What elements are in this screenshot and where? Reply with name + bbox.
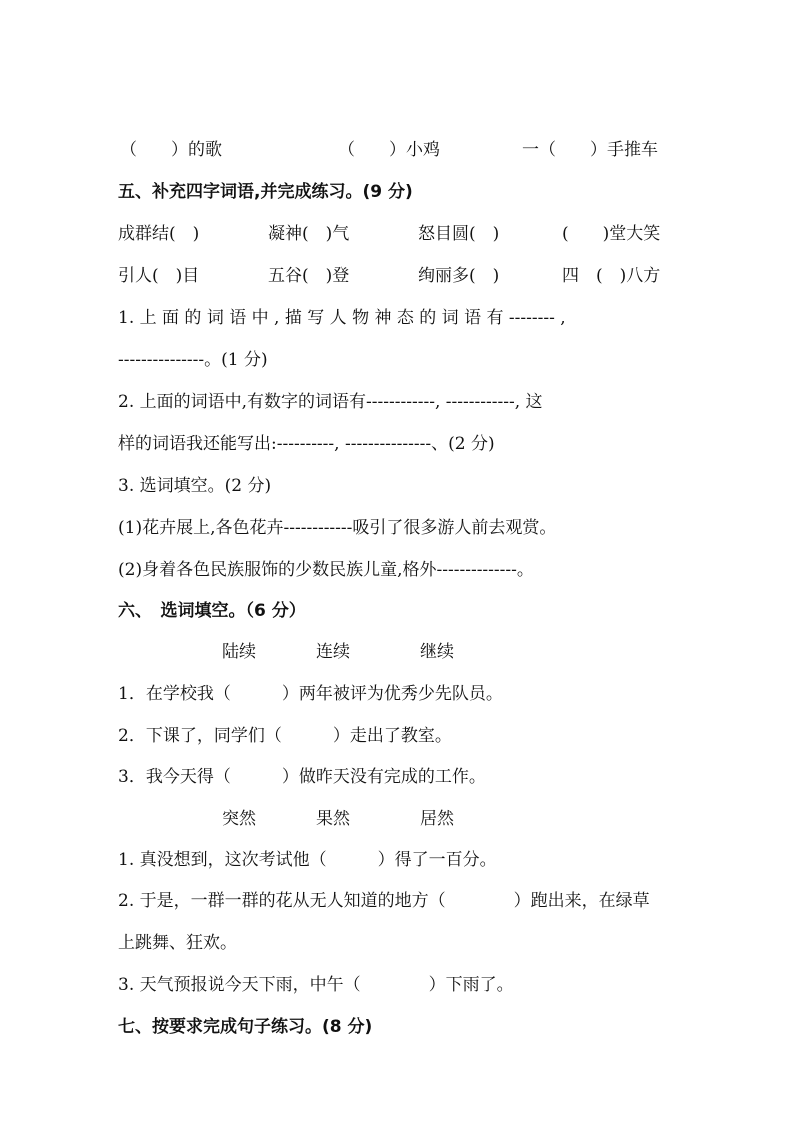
section5-title: 五、补充四字词语,并完成练习。(9 分) — [118, 182, 413, 202]
section5-q2-line2: 样的词语我还能写出:----------, ---------------、(2 分) — [118, 434, 495, 454]
section6-t1: 1. 真没想到，这次考试他（ ）得了一百分。 — [118, 850, 497, 870]
section6-sentence-2: 2．下课了，同学们（ ）走出了教室。 — [118, 726, 452, 746]
section5-row2-word-3: 绚丽多( ) — [418, 266, 500, 286]
section6-sentence-1: 1．在学校我（ ）两年被评为优秀少先队员。 — [118, 684, 503, 704]
section5-row1-word-2: 凝神( )气 — [268, 224, 350, 244]
section5-row2-word-2: 五谷( )登 — [268, 266, 350, 286]
section6-t2-line2: 上跳舞、狂欢。 — [118, 933, 237, 953]
section7-title: 七、按要求完成句子练习。(8 分) — [118, 1017, 373, 1037]
top-row-item-2: （ ）小鸡 — [338, 140, 440, 160]
section6-word-1: 陆续 — [222, 642, 256, 662]
section5-row1-word-3: 怒目圆( ) — [418, 224, 500, 244]
section6-word-3: 继续 — [420, 642, 454, 662]
section6-word2-3: 居然 — [420, 809, 454, 829]
section6-t2-line1: 2. 于是，一群一群的花从无人知道的地方（ ）跑出来，在绿草 — [118, 891, 650, 911]
section5-q1-line2: ---------------。(1 分) — [118, 350, 268, 370]
top-row-item-1: （ ）的歌 — [120, 140, 222, 160]
section5-row2-word-4: 四 ( )八方 — [562, 266, 661, 286]
section5-q3: 3. 选词填空。(2 分) — [118, 476, 272, 496]
section5-q2-line1: 2. 上面的词语中,有数字的词语有------------, ------------, 这 — [118, 392, 543, 412]
section6-title: 六、 选词填空。（6 分） — [118, 601, 306, 621]
section6-word2-1: 突然 — [222, 809, 256, 829]
section5-row1-word-4: ( )堂大笑 — [562, 224, 661, 244]
section5-row1-word-1: 成群结( ) — [118, 224, 200, 244]
section6-sentence-3: 3．我今天得（ ）做昨天没有完成的工作。 — [118, 767, 486, 787]
top-row-item-3: 一（ ）手推车 — [522, 140, 658, 160]
section6-t3: 3. 天气预报说今天下雨，中午（ ）下雨了。 — [118, 975, 514, 995]
section5-q3-1: (1)花卉展上,各色花卉------------吸引了很多游人前去观赏。 — [118, 518, 557, 538]
section5-q1-line1: 1. 上 面 的 词 语 中 , 描 写 人 物 神 态 的 词 语 有 -------- , — [118, 308, 566, 328]
section5-q3-2: (2)身着各色民族服饰的少数民族儿童,格外--------------。 — [118, 560, 534, 580]
section5-row2-word-1: 引人( )目 — [118, 266, 200, 286]
section6-word-2: 连续 — [316, 642, 350, 662]
section6-word2-2: 果然 — [316, 809, 350, 829]
